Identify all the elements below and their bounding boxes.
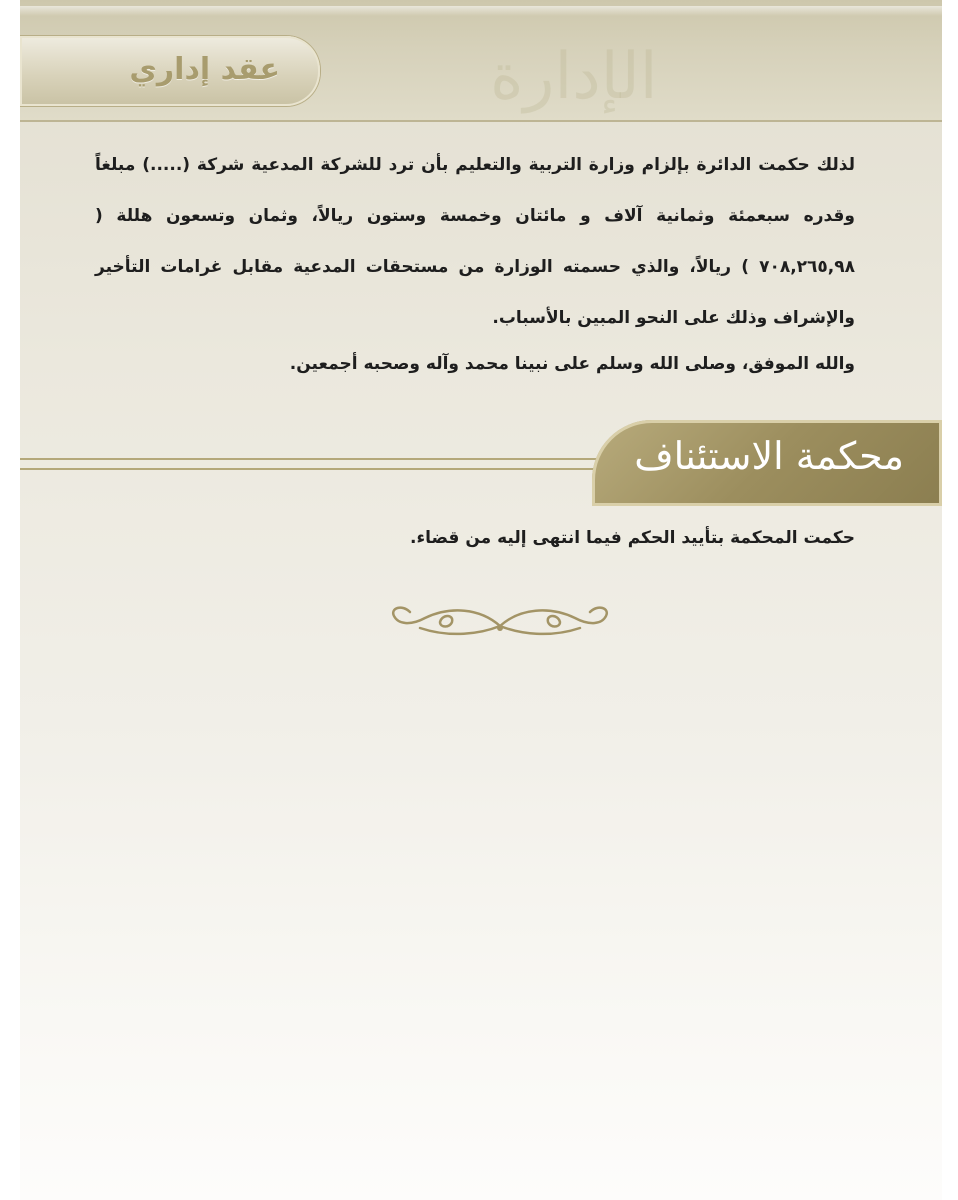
appeal-court-banner [592,420,942,506]
background-watermark: الإدارة [490,40,658,114]
decorative-scroll-icon [380,598,620,648]
appeal-court-title: محكمة الاستئناف [634,434,904,478]
judgment-text [95,140,855,384]
document-page [20,0,942,1200]
judgment-closing: والله الموفق، وصلى الله وسلم على نبينا محمد وآله وصحبه أجمعين. [289,354,855,374]
section-tab [20,36,320,106]
appeal-ruling: حكمت المحكمة بتأييد الحكم فيما انتهى إليه من قضاء. [410,528,855,548]
judgment-paragraph: لذلك حكمت الدائرة بإلزام وزارة التربية والتعليم بأن ترد للشركة المدعية شركة (.....) مبلغاً وقدره سبعمئة وثمانية آلاف و مائتان وخمسة وستون ريالاً، وثمان وتسعون هللة ( ٧٠٨,٢٦٥,٩٨ ) ريالاً، والذي حسمته الوزارة من مستحقات المدعية مقابل غرامات التأخير والإشراف وذلك على النحو المبين بالأسباب. [95,155,855,328]
section-title: عقد إداري [129,52,280,87]
section-divider [20,458,640,470]
page-margin [942,0,958,1200]
